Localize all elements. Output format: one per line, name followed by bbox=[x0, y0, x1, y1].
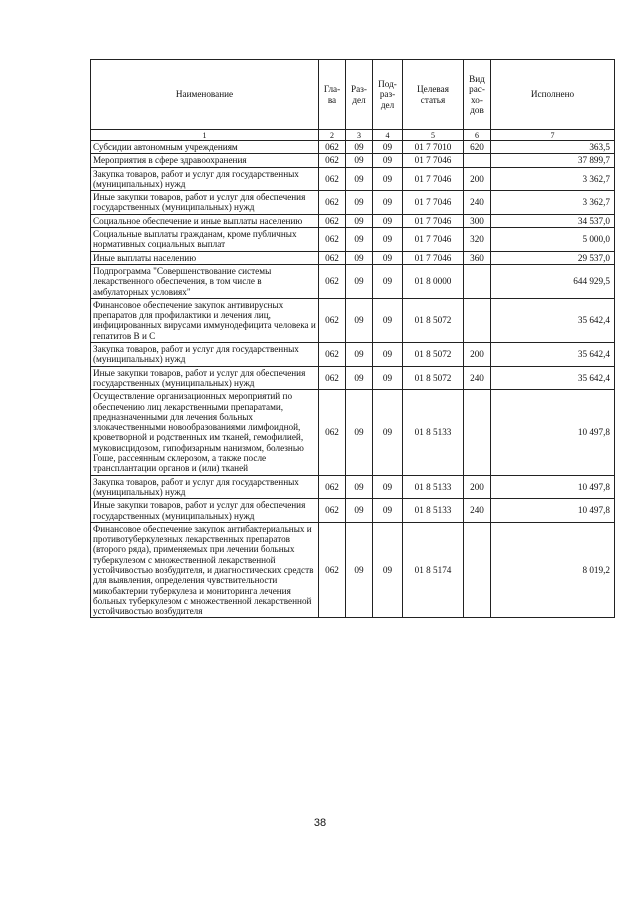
row-razdel: 09 bbox=[346, 298, 373, 342]
table-row bbox=[91, 154, 615, 167]
row-razdel: 09 bbox=[346, 499, 373, 523]
row-podrazdel: 09 bbox=[373, 264, 403, 298]
header-glava: Гла- ва bbox=[319, 60, 346, 130]
row-razdel: 09 bbox=[346, 475, 373, 499]
row-podrazdel: 09 bbox=[373, 343, 403, 367]
row-name: Иные выплаты населению bbox=[91, 251, 319, 264]
table-row bbox=[91, 141, 615, 154]
row-name: Социальные выплаты гражданам, кроме публичных нормативных социальных выплат bbox=[91, 228, 319, 252]
row-amount: 10 497,8 bbox=[491, 499, 615, 523]
row-amount: 3 362,7 bbox=[491, 191, 615, 215]
row-name: Закупка товаров, работ и услуг для государственных (муниципальных) нужд bbox=[91, 475, 319, 499]
header-vid: Вид рас- хо- дов bbox=[464, 60, 491, 130]
row-name: Закупка товаров, работ и услуг для государственных (муниципальных) нужд bbox=[91, 343, 319, 367]
row-podrazdel: 09 bbox=[373, 366, 403, 390]
row-podrazdel: 09 bbox=[373, 390, 403, 475]
row-glava: 062 bbox=[319, 141, 346, 154]
row-podrazdel: 09 bbox=[373, 167, 403, 191]
row-glava: 062 bbox=[319, 475, 346, 499]
row-glava: 062 bbox=[319, 343, 346, 367]
row-name: Субсидии автономным учреждениям bbox=[91, 141, 319, 154]
row-amount: 644 929,5 bbox=[491, 264, 615, 298]
column-number-row bbox=[91, 130, 615, 141]
row-podrazdel: 09 bbox=[373, 522, 403, 618]
column-number: 1 bbox=[91, 130, 319, 141]
row-statya: 01 7 7010 bbox=[403, 141, 464, 154]
table-header-row bbox=[91, 60, 615, 130]
row-podrazdel: 09 bbox=[373, 191, 403, 215]
row-glava: 062 bbox=[319, 298, 346, 342]
row-amount: 10 497,8 bbox=[491, 390, 615, 475]
row-vid: 300 bbox=[464, 214, 491, 227]
row-razdel: 09 bbox=[346, 343, 373, 367]
row-statya: 01 8 5174 bbox=[403, 522, 464, 618]
row-glava: 062 bbox=[319, 154, 346, 167]
row-podrazdel: 09 bbox=[373, 214, 403, 227]
row-glava: 062 bbox=[319, 366, 346, 390]
row-amount: 35 642,4 bbox=[491, 298, 615, 342]
row-statya: 01 7 7046 bbox=[403, 154, 464, 167]
row-razdel: 09 bbox=[346, 141, 373, 154]
header-podrazdel: Под- раз- дел bbox=[373, 60, 403, 130]
row-name: Финансовое обеспечение закупок антивирусных препаратов для профилактики и лечения лиц, инфицированных вирусами иммунодефицита человека и гепатитов B и C bbox=[91, 298, 319, 342]
row-amount: 8 019,2 bbox=[491, 522, 615, 618]
table-body bbox=[91, 141, 615, 618]
row-vid: 320 bbox=[464, 228, 491, 252]
row-vid: 360 bbox=[464, 251, 491, 264]
table-row bbox=[91, 191, 615, 215]
row-amount: 10 497,8 bbox=[491, 475, 615, 499]
row-name: Закупка товаров, работ и услуг для государственных (муниципальных) нужд bbox=[91, 167, 319, 191]
row-amount: 3 362,7 bbox=[491, 167, 615, 191]
row-glava: 062 bbox=[319, 264, 346, 298]
row-amount: 5 000,0 bbox=[491, 228, 615, 252]
row-glava: 062 bbox=[319, 214, 346, 227]
row-razdel: 09 bbox=[346, 228, 373, 252]
header-statya: Целевая статья bbox=[403, 60, 464, 130]
row-glava: 062 bbox=[319, 499, 346, 523]
row-name: Иные закупки товаров, работ и услуг для обеспечения государственных (муниципальных) нужд bbox=[91, 366, 319, 390]
row-vid: 200 bbox=[464, 475, 491, 499]
row-vid bbox=[464, 390, 491, 475]
row-name: Мероприятия в сфере здравоохранения bbox=[91, 154, 319, 167]
table-row bbox=[91, 499, 615, 523]
row-statya: 01 7 7046 bbox=[403, 251, 464, 264]
row-statya: 01 8 5072 bbox=[403, 343, 464, 367]
row-glava: 062 bbox=[319, 228, 346, 252]
row-statya: 01 7 7046 bbox=[403, 191, 464, 215]
row-razdel: 09 bbox=[346, 191, 373, 215]
row-podrazdel: 09 bbox=[373, 251, 403, 264]
row-amount: 35 642,4 bbox=[491, 343, 615, 367]
row-podrazdel: 09 bbox=[373, 141, 403, 154]
header-razdel: Раз- дел bbox=[346, 60, 373, 130]
row-statya: 01 8 5133 bbox=[403, 390, 464, 475]
row-name: Социальное обеспечение и иные выплаты населению bbox=[91, 214, 319, 227]
row-amount: 34 537,0 bbox=[491, 214, 615, 227]
row-name: Финансовое обеспечение закупок антибактериальных и противотуберкулезных лекарственных препаратов (второго ряда), применяемых при лечении больных туберкулезом с множественной лекарственной устойчивостью возбудителя, и диагностических средств для выявления, определения чувствительности микобактерии туберкулеза и мониторинга лечения больных туберкулезом с множественной лекарственной устойчивостью возбудителя bbox=[91, 522, 319, 618]
row-vid: 240 bbox=[464, 191, 491, 215]
row-statya: 01 8 5072 bbox=[403, 298, 464, 342]
row-vid: 240 bbox=[464, 499, 491, 523]
page-number: 38 bbox=[313, 817, 327, 829]
table-row bbox=[91, 251, 615, 264]
table-row bbox=[91, 475, 615, 499]
column-number: 4 bbox=[373, 130, 403, 141]
row-amount: 35 642,4 bbox=[491, 366, 615, 390]
table-row bbox=[91, 298, 615, 342]
row-name: Осуществление организационных мероприятий по обеспечению лиц лекарственными препаратами, предназначенными для лечения больных злокачественными новообразованиями лимфоидной, кроветворной и родственных им тканей, гемофилией, муковисцидозом, гипофизарным нанизмом, болезнью Гоше, рассеянным склерозом, а также после трансплантации органов и (или) тканей bbox=[91, 390, 319, 475]
column-number: 5 bbox=[403, 130, 464, 141]
table-row bbox=[91, 366, 615, 390]
row-statya: 01 7 7046 bbox=[403, 214, 464, 227]
row-statya: 01 7 7046 bbox=[403, 167, 464, 191]
row-glava: 062 bbox=[319, 191, 346, 215]
row-statya: 01 7 7046 bbox=[403, 228, 464, 252]
row-vid bbox=[464, 298, 491, 342]
table-row bbox=[91, 228, 615, 252]
row-razdel: 09 bbox=[346, 366, 373, 390]
table-row bbox=[91, 390, 615, 475]
table-row bbox=[91, 522, 615, 618]
row-vid bbox=[464, 522, 491, 618]
row-name: Иные закупки товаров, работ и услуг для обеспечения государственных (муниципальных) нужд bbox=[91, 191, 319, 215]
column-number: 7 bbox=[491, 130, 615, 141]
table-row bbox=[91, 214, 615, 227]
row-razdel: 09 bbox=[346, 167, 373, 191]
budget-table bbox=[90, 59, 615, 618]
row-name: Иные закупки товаров, работ и услуг для обеспечения государственных (муниципальных) нужд bbox=[91, 499, 319, 523]
row-razdel: 09 bbox=[346, 390, 373, 475]
row-glava: 062 bbox=[319, 251, 346, 264]
row-vid bbox=[464, 154, 491, 167]
row-statya: 01 8 5133 bbox=[403, 475, 464, 499]
row-vid bbox=[464, 264, 491, 298]
row-glava: 062 bbox=[319, 522, 346, 618]
row-statya: 01 8 5072 bbox=[403, 366, 464, 390]
header-amount: Исполнено bbox=[491, 60, 615, 130]
row-name: Подпрограмма "Совершенствование системы лекарственного обеспечения, в том числе в амбулаторных условиях" bbox=[91, 264, 319, 298]
row-podrazdel: 09 bbox=[373, 154, 403, 167]
header-name: Наименование bbox=[91, 60, 319, 130]
column-number: 6 bbox=[464, 130, 491, 141]
row-amount: 37 899,7 bbox=[491, 154, 615, 167]
row-amount: 29 537,0 bbox=[491, 251, 615, 264]
row-razdel: 09 bbox=[346, 214, 373, 227]
row-statya: 01 8 5133 bbox=[403, 499, 464, 523]
row-razdel: 09 bbox=[346, 154, 373, 167]
row-podrazdel: 09 bbox=[373, 475, 403, 499]
row-razdel: 09 bbox=[346, 264, 373, 298]
row-statya: 01 8 0000 bbox=[403, 264, 464, 298]
row-podrazdel: 09 bbox=[373, 228, 403, 252]
row-amount: 363,5 bbox=[491, 141, 615, 154]
row-vid: 240 bbox=[464, 366, 491, 390]
column-number: 3 bbox=[346, 130, 373, 141]
row-vid: 200 bbox=[464, 167, 491, 191]
row-razdel: 09 bbox=[346, 522, 373, 618]
column-number: 2 bbox=[319, 130, 346, 141]
table-row bbox=[91, 343, 615, 367]
table-row bbox=[91, 264, 615, 298]
row-vid: 200 bbox=[464, 343, 491, 367]
row-podrazdel: 09 bbox=[373, 499, 403, 523]
row-glava: 062 bbox=[319, 390, 346, 475]
row-glava: 062 bbox=[319, 167, 346, 191]
row-vid: 620 bbox=[464, 141, 491, 154]
row-razdel: 09 bbox=[346, 251, 373, 264]
table-row bbox=[91, 167, 615, 191]
row-podrazdel: 09 bbox=[373, 298, 403, 342]
